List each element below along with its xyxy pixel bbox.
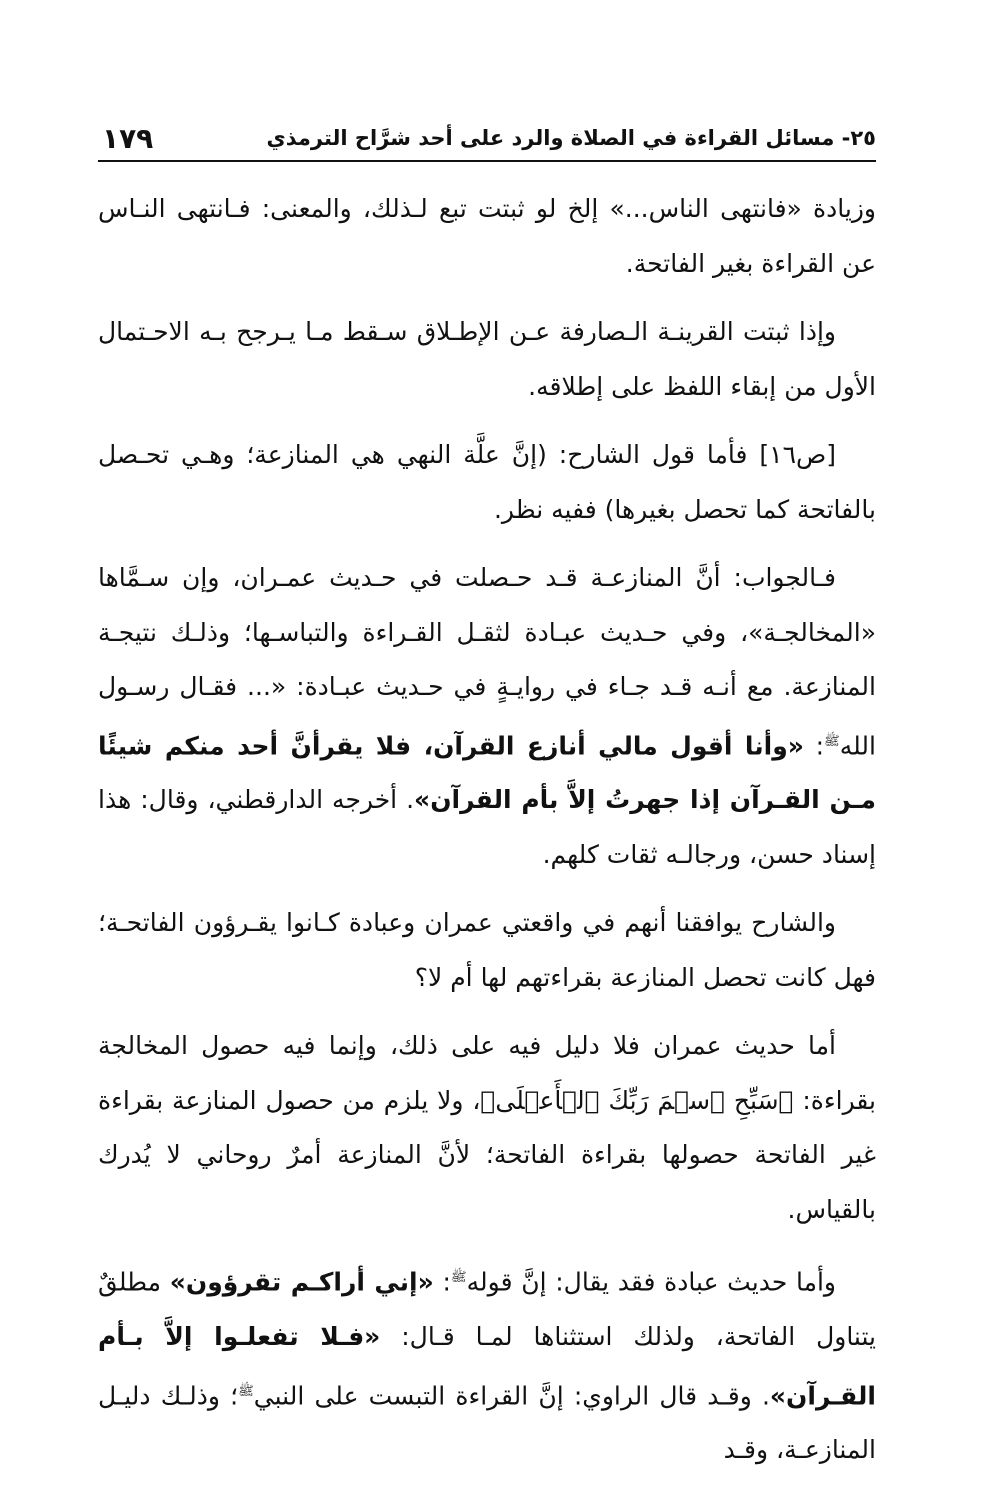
paragraph-7-text-c: مطلقٌ يتناول الفاتحة، ولذلك استثناها لمـا قـال: [98, 1267, 876, 1352]
pbuh-symbol: ﷺ [238, 1383, 254, 1399]
paragraph-6: أما حديث عمران فلا دليل فيه على ذلك، وإنما فيه حصول المخالجة بقراءة: ﴿سَبِّحِ ٱسۡمَ رَبِّكَ ٱلۡأَعۡلَى﴾، ولا يلزم من حصول المنازعة بقراءة غير الفاتحة حصولها بقراءة الفاتحة؛ لأنَّ المنازعة أمرٌ روحاني لا يُدرك بالقياس. [98, 1031, 876, 1224]
page-header [98, 118, 876, 162]
paragraph-4-text-a: فـالجواب: أنَّ المنازعـة قـد حـصلت في حـديث عمـران، وإن سـمَّاها «المخالجـة»، وفي حـديث عبـادة لثقـل القـراءة والتباسـها؛ وذلـك نتيجـة المنازعة. مع أنـه قـد جـاء في روايـةٍ في حـديث عبـادة: «... فقـال رسـول الله [98, 563, 876, 760]
paragraph-7-text-a: وأما حديث عبادة فقد يقال: إنَّ قوله [466, 1267, 836, 1297]
paragraph-7 [98, 1251, 876, 1478]
paragraph-7-text-e: ؛ وذلـك دليـل المنازعـة، وقـد [98, 1380, 876, 1465]
page-body [98, 182, 876, 1492]
pbuh-symbol: ﷺ [450, 1270, 467, 1286]
running-title: ٢٥- مسائل القراءة في الصلاة والرد على أحد شرَّاح الترمذي [266, 126, 876, 150]
paragraph-4-text-b: : [803, 730, 825, 760]
paragraph-2: وإذا ثبتت القرينـة الـصارفة عـن الإطـلاق سـقط مـا يـرجح بـه الاحـتمال الأول من إبقاء اللفظ على إطلاقه. [98, 317, 876, 401]
paragraph-5: والشارح يوافقنا أنهم في واقعتي عمران وعبادة كـانوا يقـرؤون الفاتحـة؛ فهل كانت تحصل المنازعة بقراءتهم لها أم لا؟ [98, 908, 876, 992]
hadith-quote: «إني أراكـم تقرؤون» [169, 1267, 434, 1297]
paragraph-4-text-c: . أخرجه الدارقطني، وقال: هذا إسناد حسن، ورجالـه ثقات كلهم. [98, 785, 876, 869]
hadith-quote: «وأنا أقول مالي أنازع القرآن، فلا يقرأنَّ أحد منكم شيئًا مـن القـرآن إذا جهرتُ إلاَّ بأم القرآن» [98, 730, 876, 815]
paragraph-1: وزيادة «فانتهى الناس...» إلخ لو ثبتت تبع لـذلك، والمعنى: فـانتهى النـاس عن القراءة بغير الفاتحة. [98, 194, 876, 278]
paragraph-7-text-b: : [433, 1267, 451, 1297]
paragraph-3: [ص١٦] فأما قول الشارح: (إنَّ علَّة النهي هي المنازعة؛ وهـي تحـصل بالفاتحة كما تحصل بغيرها) ففيه نظر. [98, 440, 876, 524]
page-number: ١٧٩ [102, 122, 154, 155]
hadith-quote: «فـلا تفعلـوا إلاَّ بـأم القـرآن» [98, 1322, 876, 1410]
paragraph-7-text-d: . وقـد قال الراوي: إنَّ القراءة التبست على النبي [253, 1380, 770, 1410]
paragraph-4 [98, 551, 876, 882]
pbuh-symbol: ﷺ [824, 733, 840, 749]
